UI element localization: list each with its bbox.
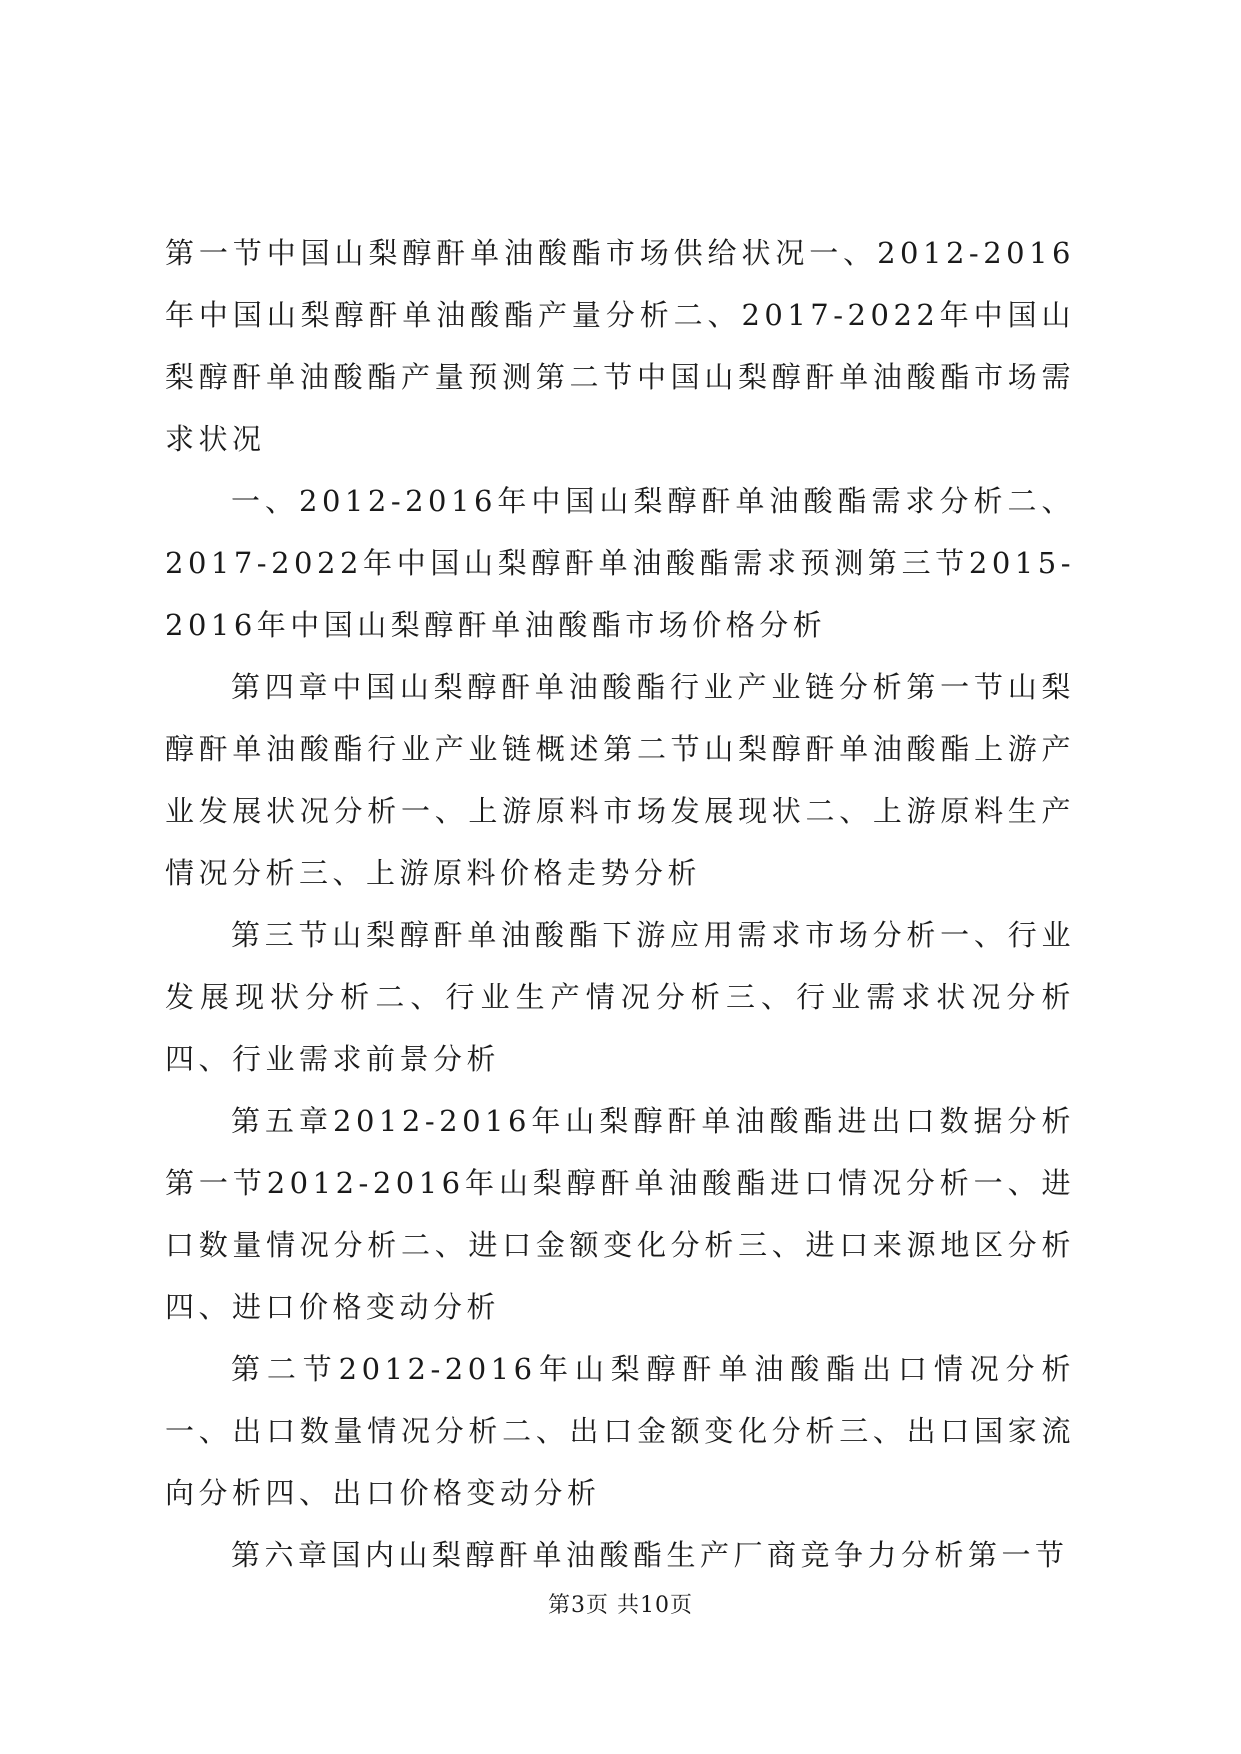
paragraph-3: 第四章中国山梨醇酐单油酸酯行业产业链分析第一节山梨醇酐单油酸酯行业产业链概述第二节山梨醇酐单油酸酯上游产业发展状况分析一、上游原料市场发展现状二、上游原料生产情况分析三、上游原料价格走势分析 [165,670,1075,890]
document-body [165,222,1075,1586]
paragraph-6: 第二节2012-2016年山梨醇酐单油酸酯出口情况分析一、出口数量情况分析二、出口金额变化分析三、出口国家流向分析四、出口价格变动分析 [165,1352,1075,1510]
paragraph-7: 第六章国内山梨醇酐单油酸酯生产厂商竞争力分析第一节 [231,1538,1069,1572]
paragraph-1: 第一节中国山梨醇酐单油酸酯市场供给状况一、2012-2016年中国山梨醇酐单油酸酯产量分析二、2017-2022年中国山梨醇酐单油酸酯产量预测第二节中国山梨醇酐单油酸酯市场需求状况 [165,236,1075,456]
paragraph-2: 一、2012-2016年中国山梨醇酐单油酸酯需求分析二、2017-2022年中国山梨醇酐单油酸酯需求预测第三节2015-2016年中国山梨醇酐单油酸酯市场价格分析 [165,484,1075,642]
paragraph-5: 第五章2012-2016年山梨醇酐单油酸酯进出口数据分析第一节2012-2016年山梨醇酐单油酸酯进口情况分析一、进口数量情况分析二、进口金额变化分析三、进口来源地区分析四、进口价格变动分析 [165,1104,1075,1324]
page-number-footer: 第3页 共10页 [548,1593,693,1618]
paragraph-4: 第三节山梨醇酐单油酸酯下游应用需求市场分析一、行业发展现状分析二、行业生产情况分析三、行业需求状况分析四、行业需求前景分析 [165,918,1075,1076]
